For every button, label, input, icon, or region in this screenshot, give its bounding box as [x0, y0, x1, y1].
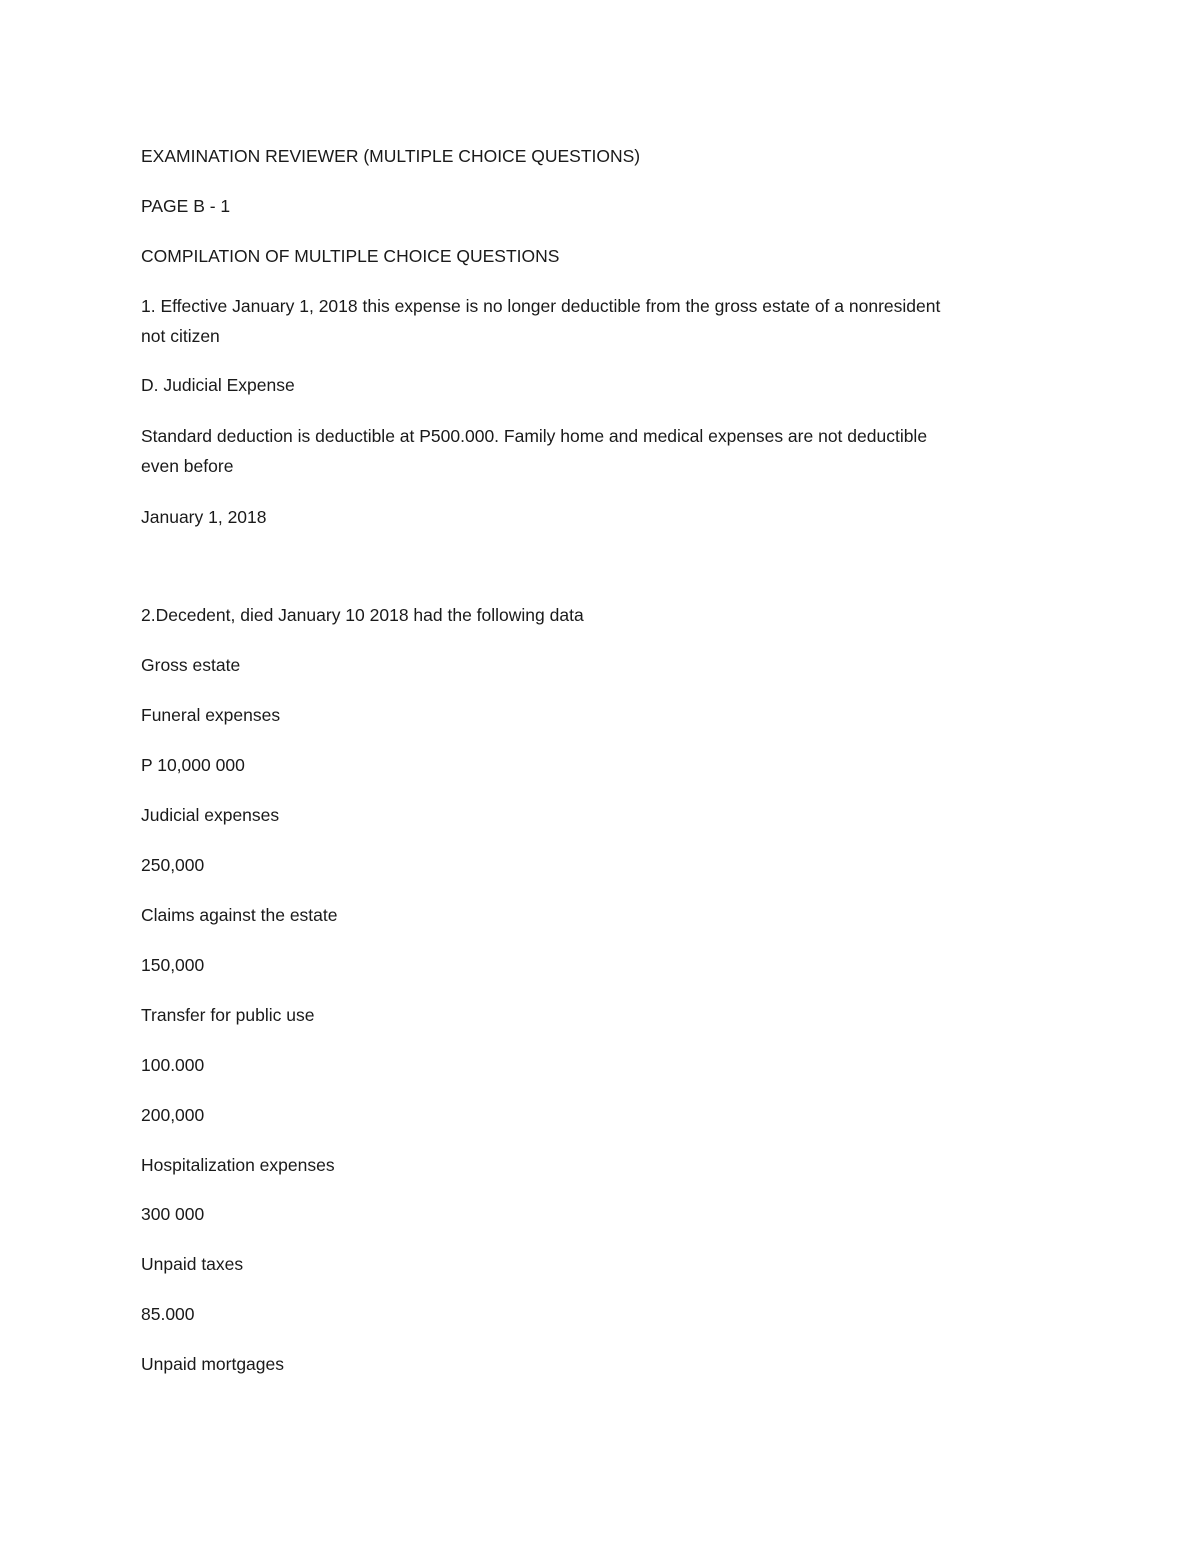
page-label: PAGE B - 1 [141, 196, 231, 216]
question-2-item: 150,000 [141, 955, 205, 975]
question-1-explanation-date: January 1, 2018 [141, 507, 267, 527]
question-2-item: 250,000 [141, 855, 205, 875]
question-1-explanation-line-2: even before [141, 456, 234, 476]
question-2-item: Judicial expenses [141, 805, 280, 825]
question-2-item: 200,000 [141, 1105, 205, 1125]
question-2-item: Unpaid taxes [141, 1254, 244, 1274]
question-2-item: Funeral expenses [141, 705, 281, 725]
question-1-explanation-line-1: Standard deduction is deductible at P500.000. Family home and medical expenses are not deductible [141, 426, 928, 446]
question-2-item: 300 000 [141, 1204, 205, 1224]
section-title: COMPILATION OF MULTIPLE CHOICE QUESTIONS [141, 246, 560, 266]
question-2-item: Gross estate [141, 655, 241, 675]
question-2-item: Unpaid mortgages [141, 1354, 284, 1374]
question-2-item: 100.000 [141, 1055, 205, 1075]
question-2-item: Claims against the estate [141, 905, 338, 925]
question-1-line-2: not citizen [141, 326, 220, 346]
question-2-item: 85.000 [141, 1304, 195, 1324]
document-header: EXAMINATION REVIEWER (MULTIPLE CHOICE QUESTIONS) [141, 146, 641, 166]
question-2: 2.Decedent, died January 10 2018 had the following data [141, 605, 584, 625]
question-2-item: Hospitalization expenses [141, 1155, 335, 1175]
question-2-item: P 10,000 000 [141, 755, 245, 775]
question-1-line-1: 1. Effective January 1, 2018 this expense is no longer deductible from the gross estate of a nonresident [141, 296, 941, 316]
question-2-item: Transfer for public use [141, 1005, 315, 1025]
question-1-answer: D. Judicial Expense [141, 375, 295, 395]
